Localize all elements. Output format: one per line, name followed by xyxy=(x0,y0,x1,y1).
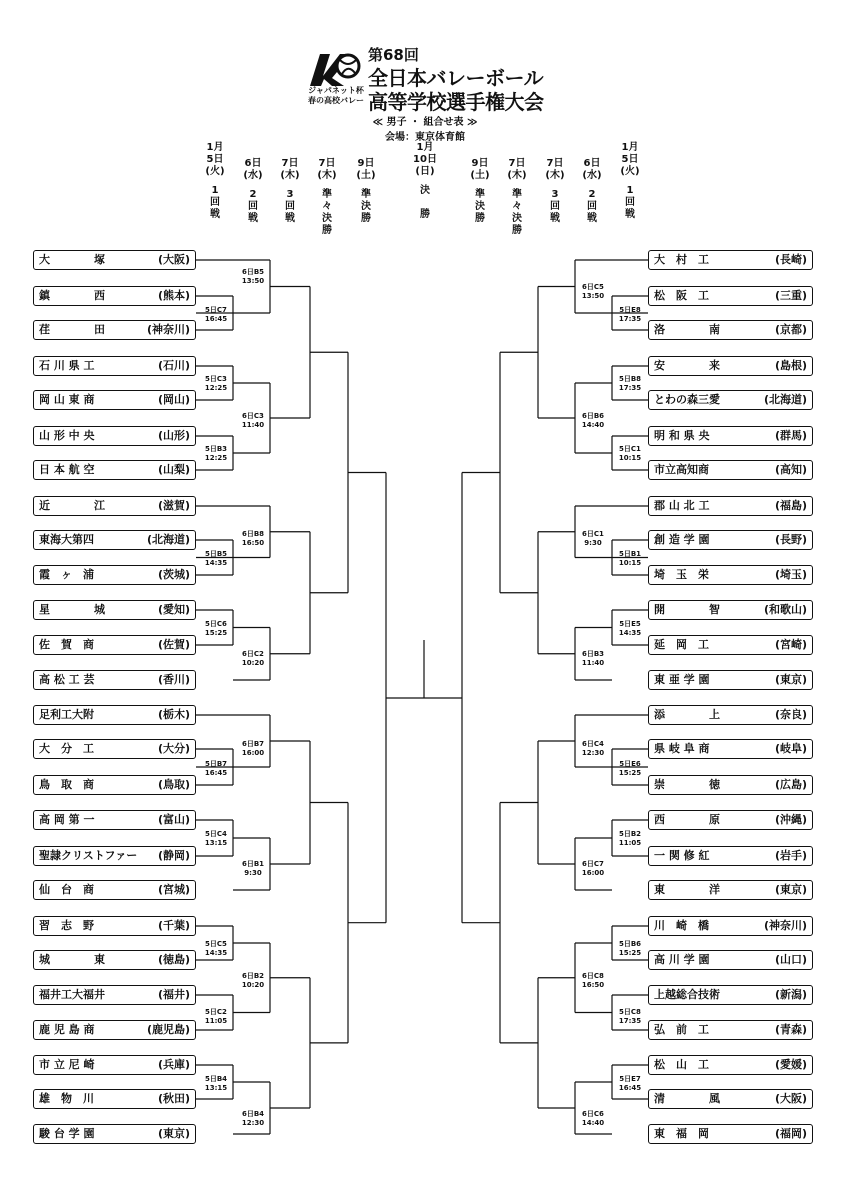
match-time-label: 6日C3 11:40 xyxy=(241,412,265,429)
match-time-label: 6日B8 16:50 xyxy=(241,530,265,547)
team-prefecture: (静岡) xyxy=(157,849,190,862)
match-time-label: 6日B6 14:40 xyxy=(581,412,605,429)
team-prefecture: (山梨) xyxy=(157,463,190,476)
match-time-label: 5日E5 14:35 xyxy=(618,620,642,637)
team-name: 東 亜 学 園 xyxy=(654,673,710,686)
match-time-label: 6日B5 13:50 xyxy=(241,268,265,285)
team-name: 添 上 xyxy=(654,708,720,721)
team-name: 東 福 岡 xyxy=(654,1127,709,1140)
team-name: 鎮 西 xyxy=(39,289,105,302)
team-name: 洛 南 xyxy=(654,323,720,336)
team-name: 聖隷クリストファー xyxy=(39,849,138,862)
team-prefecture: (長崎) xyxy=(774,253,807,266)
team-name: 松 山 工 xyxy=(654,1058,709,1071)
edition: 第68回 xyxy=(368,46,419,64)
team-name: 星 城 xyxy=(39,603,105,616)
team-prefecture: (広島) xyxy=(774,778,807,791)
team-name: 駿 台 学 園 xyxy=(39,1127,95,1140)
round-header-left-3: 7日 (木) 3 回 戦 xyxy=(280,158,300,224)
team-prefecture: (愛知) xyxy=(157,603,190,616)
team-prefecture: (千葉) xyxy=(157,919,190,932)
team-prefecture: (兵庫) xyxy=(157,1058,190,1071)
team-prefecture: (茨城) xyxy=(157,568,190,581)
match-time-label: 6日C2 10:20 xyxy=(241,650,265,667)
team-prefecture: (岡山) xyxy=(157,393,190,406)
match-time-label: 5日B5 14:35 xyxy=(204,550,228,567)
team-prefecture: (徳島) xyxy=(157,953,190,966)
team-prefecture: (沖縄) xyxy=(774,813,807,826)
title-line-2: 高等学校選手権大会 xyxy=(368,90,544,114)
match-time-label: 5日B4 13:15 xyxy=(204,1075,228,1092)
match-time-label: 6日B3 11:40 xyxy=(581,650,605,667)
team-name: 東海大第四 xyxy=(39,533,94,546)
team-prefecture: (鳥取) xyxy=(157,778,190,791)
team-prefecture: (高知) xyxy=(774,463,807,476)
team-prefecture: (滋賀) xyxy=(157,499,190,512)
team-prefecture: (石川) xyxy=(157,359,190,372)
team-prefecture: (福岡) xyxy=(774,1127,807,1140)
match-time-label: 5日B7 16:45 xyxy=(204,760,228,777)
team-prefecture: (奈良) xyxy=(774,708,807,721)
team-prefecture: (愛媛) xyxy=(774,1058,807,1071)
team-prefecture: (東京) xyxy=(774,883,807,896)
match-time-label: 5日C4 13:15 xyxy=(204,830,228,847)
team-name: 山 形 中 央 xyxy=(39,429,95,442)
team-name: 弘 前 工 xyxy=(654,1023,709,1036)
match-time-label: 5日E7 16:45 xyxy=(618,1075,642,1092)
team-name: 安 来 xyxy=(654,359,720,372)
team-prefecture: (熊本) xyxy=(157,289,190,302)
team-name: 大 分 工 xyxy=(39,742,94,755)
round-header-final: 1月 10日 (日) 決 勝 xyxy=(413,142,437,220)
subtitle: ≪ 男子 ・ 組合せ表 ≫ xyxy=(372,117,478,128)
team-prefecture: (神奈川) xyxy=(146,323,190,336)
team-name: 松 阪 工 xyxy=(654,289,709,302)
team-name: 東 洋 xyxy=(654,883,720,896)
match-time-label: 5日B1 10:15 xyxy=(618,550,642,567)
round-header-right-4: 6日 (水) 2 回 戦 xyxy=(582,158,602,224)
team-prefecture: (秋田) xyxy=(157,1092,190,1105)
team-prefecture: (大阪) xyxy=(157,253,190,266)
team-name: 鳥 取 商 xyxy=(39,778,94,791)
team-name: 足利工大附 xyxy=(39,708,94,721)
team-prefecture: (大分) xyxy=(157,742,190,755)
team-prefecture: (岩手) xyxy=(774,849,807,862)
match-time-label: 5日C1 10:15 xyxy=(618,445,642,462)
match-time-label: 6日C7 16:00 xyxy=(581,860,605,877)
team-name: 仙 台 商 xyxy=(39,883,94,896)
match-time-label: 6日B2 10:20 xyxy=(241,972,265,989)
round-header-right-2: 7日 (木) 準 々 決 勝 xyxy=(507,158,527,236)
team-name: 福井工大福井 xyxy=(39,988,105,1001)
team-prefecture: (大阪) xyxy=(774,1092,807,1105)
match-time-label: 5日C3 12:25 xyxy=(204,375,228,392)
team-name: 市立高知商 xyxy=(654,463,709,476)
team-prefecture: (栃木) xyxy=(157,708,190,721)
team-name: 霞 ヶ 浦 xyxy=(39,568,94,581)
team-prefecture: (長野) xyxy=(774,533,807,546)
match-time-label: 5日B2 11:05 xyxy=(618,830,642,847)
round-header-left-5: 9日 (土) 準 決 勝 xyxy=(356,158,376,224)
team-name: 日 本 航 空 xyxy=(39,463,95,476)
team-name: 石 川 県 工 xyxy=(39,359,95,372)
team-name: 高 岡 第 一 xyxy=(39,813,95,826)
team-name: 岡 山 東 商 xyxy=(39,393,95,406)
team-prefecture: (鹿児島) xyxy=(146,1023,190,1036)
team-name: 大 村 工 xyxy=(654,253,709,266)
team-name: 崇 徳 xyxy=(654,778,720,791)
team-name: 荏 田 xyxy=(39,323,105,336)
team-name: 上越総合技術 xyxy=(654,988,720,1001)
team-prefecture: (三重) xyxy=(774,289,807,302)
team-name: 開 智 xyxy=(654,603,720,616)
match-time-label: 5日E6 15:25 xyxy=(618,760,642,777)
team-prefecture: (香川) xyxy=(157,673,190,686)
team-prefecture: (山形) xyxy=(157,429,190,442)
team-name: 大 塚 xyxy=(39,253,105,266)
round-header-left-1: 1月 5日 (火) 1 回 戦 xyxy=(205,142,225,220)
team-prefecture: (北海道) xyxy=(763,393,807,406)
team-name: 市 立 尼 崎 xyxy=(39,1058,95,1071)
team-name: 高 松 工 芸 xyxy=(39,673,95,686)
logo-caption: ジャパネット杯 春の高校バレー xyxy=(308,86,364,105)
team-prefecture: (宮城) xyxy=(157,883,190,896)
team-name: 川 崎 橋 xyxy=(654,919,709,932)
round-header-right-1: 9日 (土) 準 決 勝 xyxy=(470,158,490,224)
team-prefecture: (富山) xyxy=(157,813,190,826)
match-time-label: 6日B7 16:00 xyxy=(241,740,265,757)
match-time-label: 6日C8 16:50 xyxy=(581,972,605,989)
team-name: 県 岐 阜 商 xyxy=(654,742,710,755)
team-prefecture: (佐賀) xyxy=(157,638,190,651)
team-prefecture: (岐阜) xyxy=(774,742,807,755)
match-time-label: 5日C5 14:35 xyxy=(204,940,228,957)
team-name: 鹿 児 島 商 xyxy=(39,1023,95,1036)
team-name: 一 関 修 紅 xyxy=(654,849,710,862)
match-time-label: 6日C5 13:50 xyxy=(581,283,605,300)
match-time-label: 6日C4 12:30 xyxy=(581,740,605,757)
venue: 会場：東京体育館 xyxy=(385,132,465,143)
team-prefecture: (京都) xyxy=(774,323,807,336)
match-time-label: 5日C6 15:25 xyxy=(204,620,228,637)
team-name: 近 江 xyxy=(39,499,105,512)
round-header-left-4: 7日 (木) 準 々 決 勝 xyxy=(317,158,337,236)
team-prefecture: (埼玉) xyxy=(774,568,807,581)
match-time-label: 5日E8 17:35 xyxy=(618,306,642,323)
team-prefecture: (新潟) xyxy=(774,988,807,1001)
match-time-label: 5日B8 17:35 xyxy=(618,375,642,392)
match-time-label: 5日C8 17:35 xyxy=(618,1008,642,1025)
team-prefecture: (神奈川) xyxy=(763,919,807,932)
team-prefecture: (福島) xyxy=(774,499,807,512)
team-name: 創 造 学 園 xyxy=(654,533,710,546)
team-name: 延 岡 工 xyxy=(654,638,709,651)
round-header-right-3: 7日 (木) 3 回 戦 xyxy=(545,158,565,224)
team-name: 城 東 xyxy=(39,953,105,966)
team-name: 佐 賀 商 xyxy=(39,638,94,651)
team-name: 明 和 県 央 xyxy=(654,429,710,442)
team-name: 西 原 xyxy=(654,813,720,826)
match-time-label: 5日B3 12:25 xyxy=(204,445,228,462)
team-prefecture: (島根) xyxy=(774,359,807,372)
match-time-label: 5日C7 16:45 xyxy=(204,306,228,323)
team-prefecture: (北海道) xyxy=(146,533,190,546)
team-prefecture: (青森) xyxy=(774,1023,807,1036)
team-name: 高 川 学 園 xyxy=(654,953,710,966)
match-time-label: 6日B1 9:30 xyxy=(241,860,265,877)
match-time-label: 6日B4 12:30 xyxy=(241,1110,265,1127)
match-time-label: 5日B6 15:25 xyxy=(618,940,642,957)
team-prefecture: (山口) xyxy=(774,953,807,966)
match-time-label: 5日C2 11:05 xyxy=(204,1008,228,1025)
team-name: 埼 玉 栄 xyxy=(654,568,709,581)
team-name: 雄 物 川 xyxy=(39,1092,94,1105)
team-name: 清 風 xyxy=(654,1092,720,1105)
round-header-right-5: 1月 5日 (火) 1 回 戦 xyxy=(620,142,640,220)
match-time-label: 6日C6 14:40 xyxy=(581,1110,605,1127)
team-prefecture: (和歌山) xyxy=(763,603,807,616)
team-prefecture: (東京) xyxy=(774,673,807,686)
match-time-label: 6日C1 9:30 xyxy=(582,530,604,547)
team-prefecture: (宮崎) xyxy=(774,638,807,651)
round-header-left-2: 6日 (水) 2 回 戦 xyxy=(243,158,263,224)
team-name: 郡 山 北 工 xyxy=(654,499,710,512)
team-prefecture: (福井) xyxy=(157,988,190,1001)
team-name: 習 志 野 xyxy=(39,919,94,932)
team-name: とわの森三愛 xyxy=(654,393,720,406)
team-prefecture: (東京) xyxy=(157,1127,190,1140)
title-line-1: 全日本バレーボール xyxy=(368,66,544,90)
team-prefecture: (群馬) xyxy=(774,429,807,442)
